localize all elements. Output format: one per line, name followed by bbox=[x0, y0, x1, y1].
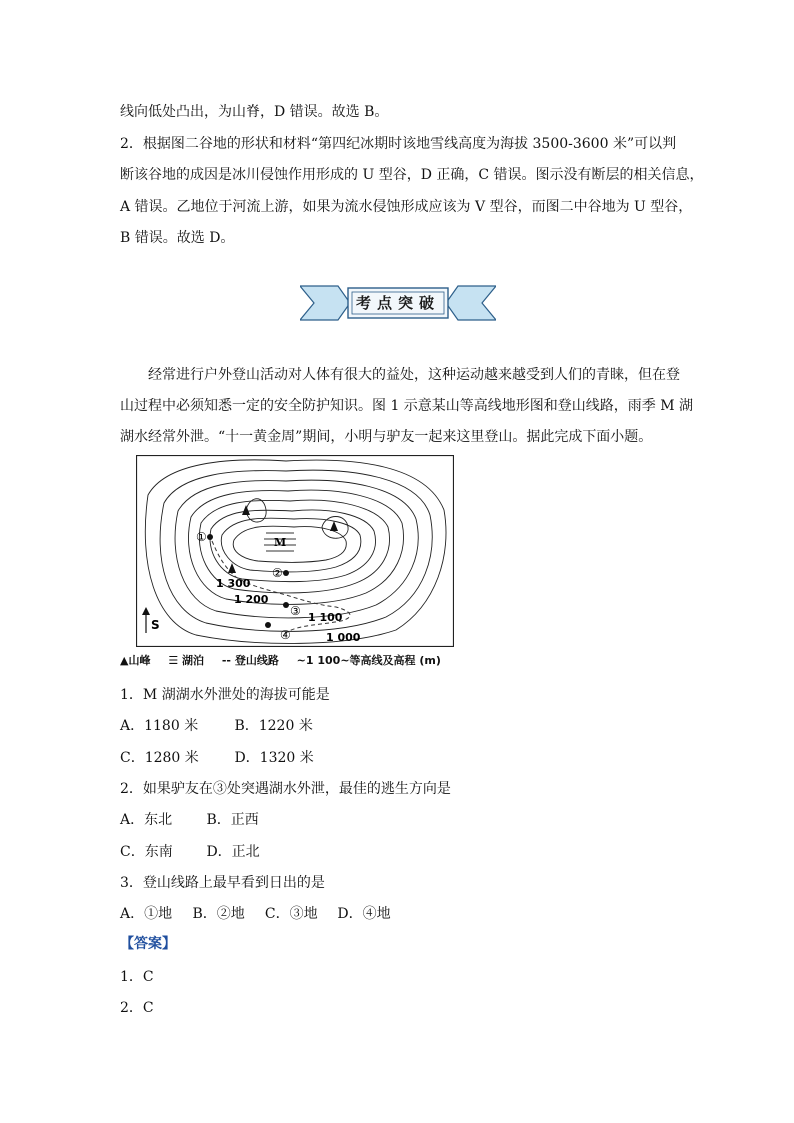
explanation-line-2: 2．根据图二谷地的形状和材料“第四纪冰期时该地雪线高度为海拔 3500-3600 米”可以判 bbox=[120, 136, 677, 152]
explanation-line-5: B 错误。故选 D。 bbox=[120, 230, 235, 246]
banner-title: 考点突破 bbox=[355, 294, 440, 312]
answer-item-2: 2．C bbox=[120, 1000, 154, 1016]
question-1-option-b: B．1220 米 bbox=[234, 718, 313, 734]
question-2-option-c: C．东南 bbox=[120, 844, 173, 860]
map-point-2: ② bbox=[272, 566, 283, 580]
question-3-options-row bbox=[120, 905, 391, 923]
legend-lake: ☰ 湖泊 bbox=[168, 654, 205, 667]
question-3-option-b: B．②地 bbox=[192, 906, 245, 922]
question-3-stem: 3．登山线路上最早看到日出的是 bbox=[120, 875, 325, 891]
question-2-stem: 2．如果驴友在③处突遇湖水外泄，最佳的逃生方向是 bbox=[120, 781, 451, 797]
question-1-option-c: C．1280 米 bbox=[120, 750, 199, 766]
question-2-option-d: D．正北 bbox=[206, 844, 260, 860]
question-2-option-b: B．正西 bbox=[206, 812, 259, 828]
passage-line-2: 山过程中必须知悉一定的安全防护知识。图 1 示意某山等高线地形图和登山线路，雨季 M 湖 bbox=[120, 398, 694, 414]
question-1-options-row-2 bbox=[120, 749, 314, 767]
map-point-3: ③ bbox=[290, 604, 301, 618]
question-3-option-d: D．④地 bbox=[337, 906, 391, 922]
map-point-1: ① bbox=[196, 530, 207, 544]
explanation-line-1: 线向低处凸出，为山脊，D 错误。故选 B。 bbox=[120, 104, 389, 120]
map-direction-label: S bbox=[151, 618, 160, 632]
question-1-stem: 1．M 湖湖水外泄处的海拔可能是 bbox=[120, 687, 330, 703]
contour-map bbox=[136, 455, 454, 647]
legend-contour: ~1 100~等高线及高程 (m) bbox=[296, 654, 441, 667]
contour-label-1200: 1 200 bbox=[234, 593, 269, 606]
question-3-option-c: C．③地 bbox=[264, 906, 318, 922]
passage-line-3: 湖水经常外泄。“十一黄金周”期间，小明与驴友一起来这里登山。据此完成下面小题。 bbox=[120, 429, 653, 445]
map-point-4: ④ bbox=[280, 628, 291, 642]
contour-label-1000: 1 000 bbox=[326, 631, 361, 644]
question-2-option-a: A．东北 bbox=[120, 812, 173, 828]
map-legend bbox=[120, 652, 455, 668]
question-1-option-a: A．1180 米 bbox=[120, 718, 199, 734]
contour-label-1300: 1 300 bbox=[216, 577, 251, 590]
explanation-line-3: 断该谷地的成因是冰川侵蚀作用形成的 U 型谷，D 正确，C 错误。图示没有断层的相关信息， bbox=[120, 167, 704, 183]
map-lake-label: M bbox=[274, 536, 287, 549]
question-1-options-row-1 bbox=[120, 717, 313, 735]
question-2-options-row-1 bbox=[120, 811, 259, 829]
legend-route: -- 登山线路 bbox=[221, 654, 279, 667]
question-3-option-a: A．①地 bbox=[120, 906, 173, 922]
answer-heading: 【答案】 bbox=[120, 936, 176, 952]
answer-item-1: 1．C bbox=[120, 969, 154, 985]
passage-line-1: 经常进行户外登山活动对人体有很大的益处，这种运动越来越受到人们的青睐，但在登 bbox=[148, 367, 680, 383]
legend-peak: ▲山峰 bbox=[120, 654, 151, 667]
explanation-line-4: A 错误。乙地位于河流上游，如果为流水侵蚀形成应该为 V 型谷，而图二中谷地为 U 型谷， bbox=[120, 199, 693, 215]
question-1-option-d: D．1320 米 bbox=[234, 750, 314, 766]
contour-label-1100: 1 100 bbox=[308, 611, 343, 624]
question-2-options-row-2 bbox=[120, 843, 260, 861]
